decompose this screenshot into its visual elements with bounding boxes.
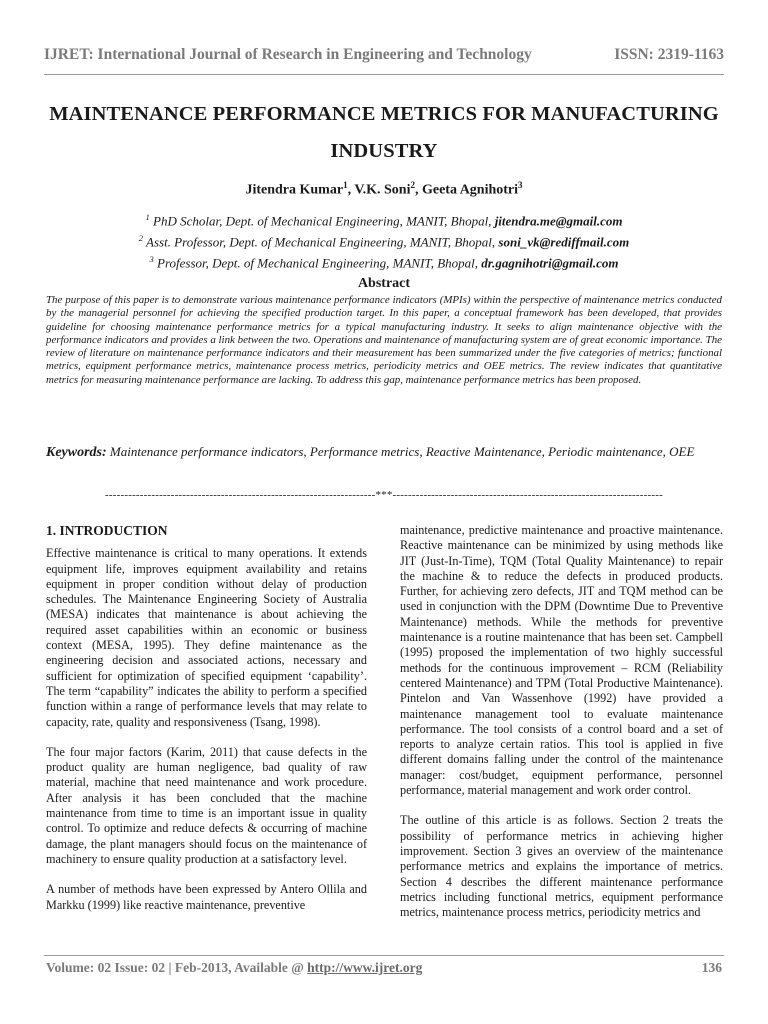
author-email[interactable]: soni_vk@rediffmail.com (498, 234, 630, 250)
author-sep: , (347, 182, 355, 198)
author-list (40, 180, 728, 199)
title-line-1: MAINTENANCE PERFORMANCE METRICS FOR MANUFACTURING (49, 103, 719, 125)
volume-info (46, 960, 422, 976)
author-name: Geeta Agnihotri (421, 182, 519, 198)
body-paragraph: A number of methods have been expressed by Antero Ollila and Markku (1999) like reactive maintenance, preventive (46, 882, 367, 912)
body-paragraph: The outline of this article is as follows. Section 2 treats the possibility of performance metrics in achieving higher improvement. Section 3 gives an overview of the maintenance performance metrics and explains the importance of metrics. Section 4 describes the different maintenance performance metrics including functional metrics, equipment performance metrics, maintenance process metrics, periodicity metrics and (400, 813, 723, 920)
author-sep: , (414, 182, 422, 198)
body-paragraph: The four major factors (Karim, 2011) that cause defects in the product quality are human negligence, bad quality of raw material, machine that need maintenance and work procedure. After analysis it has been concluded that the machine maintenance from time to time is an important issue in quality control. To optimize and reduce defects & occurring of machine damage, the plant managers should focus on the maintenance of machinery to ensure quality production at a satisfactory level. (46, 744, 367, 866)
author-email[interactable]: jitendra.me@gmail.com (494, 213, 623, 229)
header-rule (44, 74, 724, 75)
author-email[interactable]: dr.gagnihotri@gmail.com (481, 254, 619, 270)
affiliation-text: PhD Scholar, Dept. of Mechanical Engineering, MANIT, Bhopal, (149, 213, 495, 229)
author-sup: 3 (518, 180, 523, 190)
author-sup: 2 (410, 180, 415, 190)
right-column (400, 523, 723, 935)
section-separator: ----------------------------------------------------------------------***---------------------------------------------------------------------- (105, 489, 663, 501)
affiliation-sup: 2 (138, 232, 143, 243)
affiliation-text: Professor, Dept. of Mechanical Engineering, MANIT, Bhopal, (153, 254, 482, 270)
abstract-text: The purpose of this paper is to demonstrate various maintenance performance indicators (MPIs) within the perspective of maintenance metrics conducted by the managerial personnel for achieving the specified production target. In this paper, a conceptual framework has been developed, that provides guideline for choosing maintenance performance metrics for a typical manufacturing industry. It seeks to align maintenance objective with the performance indicators and provides a link between the two. Operations and maintenance of manufacturing system are of great economic importance. The review of literature on maintenance performance indicators and their measurement has been summarized under the five categories of metrics; functional metrics, equipment performance metrics, maintenance process metrics, periodicity metrics and OEE metrics. The review indicates that quantitative metrics for measuring maintenance performance are lacking. To address this gap, maintenance performance metrics has been proposed. (46, 294, 722, 386)
keywords-text: Maintenance performance indicators, Performance metrics, Reactive Maintenance, Periodic maintenance, OEE (106, 444, 695, 459)
affiliations (40, 209, 728, 271)
affiliation-text: Asst. Professor, Dept. of Mechanical Engineering, MANIT, Bhopal, (143, 234, 499, 250)
affiliation (40, 230, 728, 251)
keywords (46, 441, 722, 464)
body-paragraph: maintenance, predictive maintenance and proactive maintenance. Reactive maintenance can be minimized by using methods like JIT (Just-In-Time), TQM (Total Quality Maintenance) to repair the machine & to reduce the defects in produced products. Further, for achieving zero defects, JIT and TQM method can be used in conjunction with the DPM (Downtime Due to Preventive Maintenance) methods. While the methods for preventive maintenance is a routine maintenance that has been set. Campbell (1995) proposed the implementation of two highly successful methods for the continuous improvement – RCM (Reliability centered Maintenance) and TPM (Total Productive Maintenance). Pintelon and Van Wassenhove (1992) have provided a maintenance management tool to evaluate maintenance performance. The tool consists of a control board and a set of reports to analyze certain ratios. This tool is applied in five different domains falling under the control of the maintenance manager: cost/budget, equipment performance, personnel performance, material management and work order control. (400, 523, 723, 798)
author-sup: 1 (343, 180, 348, 190)
abstract-heading: Abstract (357, 276, 411, 291)
author-name: V.K. Soni (354, 182, 411, 198)
left-column (46, 523, 367, 928)
journal-link[interactable]: http://www.ijret.org (307, 960, 423, 975)
journal-name: IJRET: International Journal of Research in Engineering and Technology (44, 46, 532, 63)
paper-title (40, 96, 728, 170)
running-header (44, 46, 724, 68)
title-line-2: INDUSTRY (330, 140, 438, 162)
affiliation-sup: 3 (149, 253, 154, 264)
running-footer (46, 960, 722, 976)
affiliation (40, 251, 728, 272)
affiliation-sup: 1 (145, 212, 150, 222)
author-name: Jitendra Kumar (245, 182, 344, 198)
keywords-label: Keywords: (46, 445, 107, 460)
section-title: 1. INTRODUCTION (46, 523, 168, 538)
volume-text: Volume: 02 Issue: 02 | Feb-2013, Available @ (46, 960, 308, 975)
affiliation (40, 209, 728, 230)
body-paragraph: Effective maintenance is critical to many operations. It extends equipment life, improves equipment availability and retains equipment in proper condition without delay of production schedules. The Maintenance Engineering Society of Australia (MESA) indicates that maintenance is about achieving the required asset capabilities within an economic or business context (MESA, 1995). They define maintenance as the engineering decision and associated actions, necessary and sufficient for optimization of specified equipment ‘capability’. The term “capability” indicates the ability to perform a specified function within a range of performance levels that may relate to capacity, rate, quality and responsiveness (Tsang, 1998). (46, 546, 367, 729)
issn: ISSN: 2319-1163 (614, 46, 724, 63)
page-number: 136 (701, 960, 722, 975)
footer-rule (44, 955, 724, 956)
